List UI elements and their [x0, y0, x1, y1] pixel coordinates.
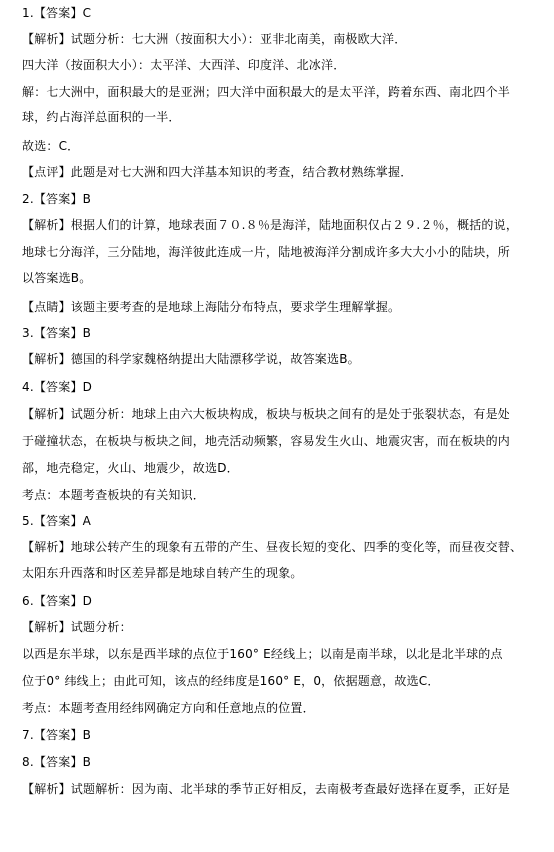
answer-1-heading: 1.【答案】C	[22, 6, 92, 20]
answer-2-analysis-end: 以答案选B。	[22, 271, 92, 285]
answer-2-analysis: 【解析】根据人们的计算，地球表面７０.８％是海洋，陆地面积仅占２９.２％，概括的说，	[22, 218, 519, 232]
answer-1-choice: 故选：C．	[22, 139, 80, 153]
answer-5-analysis: 【解析】地球公转产生的现象有五带的产生、昼夜长短的变化、四季的变化等，而昼夜交替、	[22, 540, 523, 554]
answer-4-analysis-cont: 于碰撞状态，在板块与板块之间，地壳活动频繁，容易发生火山、地震灾害，而在板块的内	[22, 434, 511, 448]
answer-8-heading: 8.【答案】B	[22, 755, 92, 769]
answer-1-oceans: 四大洋（按面积大小）：太平洋、大西洋、印度洋、北冰洋．	[22, 58, 346, 72]
answer-5-analysis-cont: 太阳东升西落和时区差异都是地球自转产生的现象。	[22, 566, 303, 580]
answer-2-analysis-cont: 地球七分海洋，三分陆地，海洋彼此连成一片，陆地被海洋分割成许多大大小小的陆块，所	[22, 245, 511, 259]
answer-7-heading: 7.【答案】B	[22, 728, 92, 742]
answer-4-analysis: 【解析】试题分析：地球上由六大板块构成，板块与板块之间有的是处于张裂状态，有是处	[22, 407, 511, 421]
answer-4-heading: 4.【答案】D	[22, 380, 93, 394]
answer-6-analysis-cont: 以西是东半球，以东是西半球的点位于160° E经线上；以南是南半球，以北是北半球的点	[22, 647, 503, 661]
answer-2-heading: 2.【答案】B	[22, 192, 92, 206]
answer-1-solution: 解：七大洲中，面积最大的是亚洲；四大洋中面积最大的是太平洋，跨着东西、南北四个半	[22, 85, 511, 99]
answer-4-topic: 考点：本题考查板块的有关知识．	[22, 488, 206, 502]
answer-3-analysis: 【解析】德国的科学家魏格纳提出大陆漂移学说，故答案选B。	[22, 352, 360, 366]
answer-6-analysis: 【解析】试题分析：	[22, 620, 132, 634]
answer-5-heading: 5.【答案】A	[22, 514, 92, 528]
answer-6-analysis-end: 位于0° 纬线上；由此可知，该点的经纬度是160° E，0，依据题意，故选C．	[22, 674, 440, 688]
answer-2-note: 【点睛】该题主要考查的是地球上海陆分布特点，要求学生理解掌握。	[22, 300, 401, 314]
answer-1-solution-cont: 球，约占海洋总面积的一半．	[22, 110, 181, 124]
answer-1-analysis: 【解析】试题分析：七大洲（按面积大小）：亚非北南美，南极欧大洋．	[22, 32, 407, 46]
answer-1-comment: 【点评】此题是对七大洲和四大洋基本知识的考查，结合教材熟练掌握．	[22, 165, 413, 179]
answer-4-analysis-end: 部，地壳稳定，火山、地震少，故选D．	[22, 461, 239, 475]
answer-8-analysis: 【解析】试题解析：因为南、北半球的季节正好相反，去南极考查最好选择在夏季，正好是	[22, 782, 511, 796]
answer-6-heading: 6.【答案】D	[22, 594, 93, 608]
answer-3-heading: 3.【答案】B	[22, 326, 92, 340]
answer-6-topic: 考点：本题考查用经纬网确定方向和任意地点的位置．	[22, 701, 315, 715]
